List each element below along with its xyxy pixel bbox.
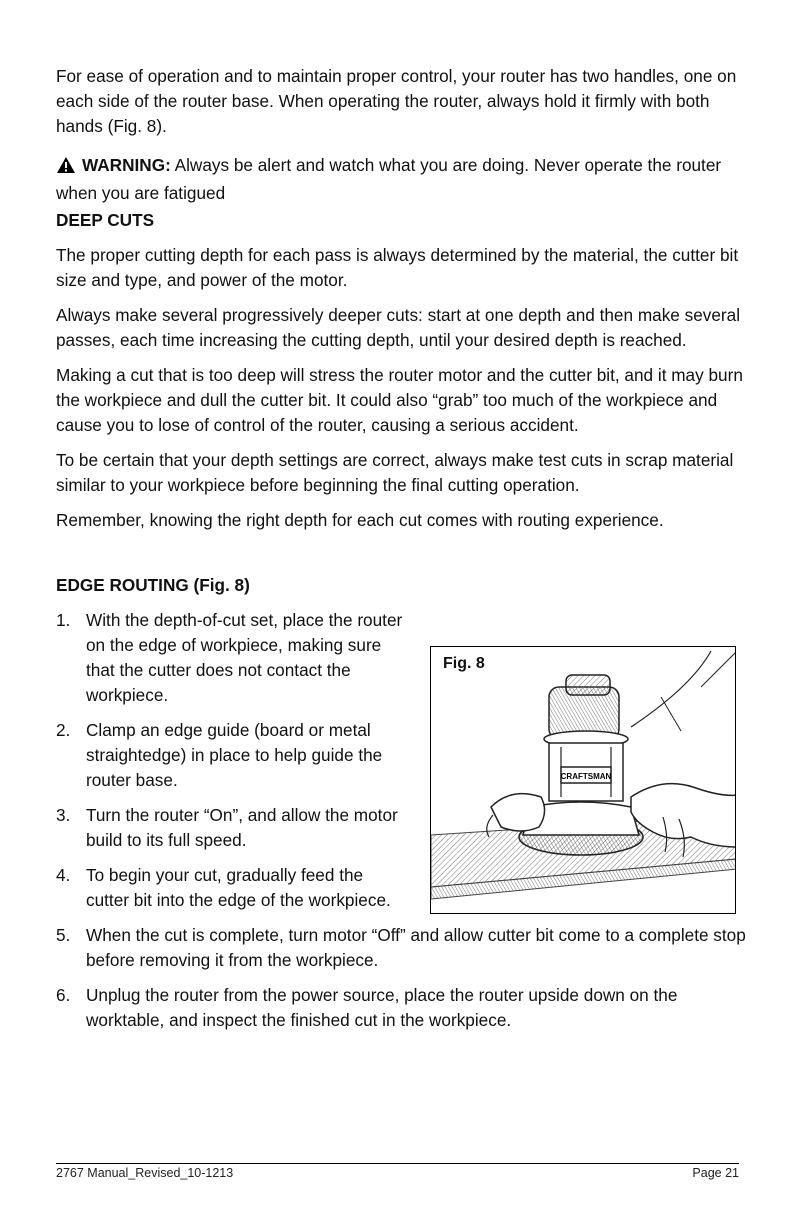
warning-triangle-icon — [56, 156, 76, 181]
step-text: When the cut is complete, turn motor “Off” and allow cutter bit come to a complete stop before removing it from the workpiece. — [86, 925, 746, 970]
page-footer — [56, 1163, 739, 1180]
deep-cuts-heading: DEEP CUTS — [56, 210, 155, 230]
step-item — [56, 923, 746, 973]
step-item — [56, 983, 746, 1033]
deep-cuts-paragraph: The proper cutting depth for each pass is always determined by the material, the cutter bit size and type, and power of the motor. — [56, 245, 739, 290]
deep-cuts-paragraph: Remember, knowing the right depth for each cut comes with routing experience. — [56, 510, 664, 530]
step-number: 2. — [56, 720, 71, 740]
warning-label: WARNING: — [82, 155, 171, 175]
step-number: 6. — [56, 985, 71, 1005]
step-number: 5. — [56, 925, 71, 945]
router-brand-label: CRAFTSMAN — [560, 772, 612, 781]
warning-text: Always be alert and watch what you are doing. Never operate the router when you are fatigued — [56, 155, 722, 203]
step-text: To begin your cut, gradually feed the cutter bit into the edge of the workpiece. — [86, 865, 391, 910]
step-text: With the depth-of-cut set, place the router on the edge of workpiece, making sure that the cutter does not contact the workpiece. — [86, 610, 403, 705]
edge-routing-heading: EDGE ROUTING (Fig. 8) — [56, 575, 250, 595]
router-drawing — [431, 647, 736, 914]
figure-label: Fig. 8 — [443, 655, 485, 672]
step-number: 1. — [56, 610, 71, 630]
deep-cuts-paragraph: Always make several progressively deeper cuts: start at one depth and then make several passes, each time increasing the cutting depth, until your desired depth is reached. — [56, 305, 741, 350]
intro-paragraph: For ease of operation and to maintain proper control, your router has two handles, one on each side of the router base. When operating the router, always hold it firmly with both hands (Fig. 8). — [56, 66, 737, 136]
step-number: 3. — [56, 805, 71, 825]
figure-8-router-illustration — [430, 646, 736, 914]
step-text: Clamp an edge guide (board or metal straightedge) in place to help guide the router base. — [86, 720, 383, 790]
warning-notice — [56, 153, 746, 206]
step-text: Turn the router “On”, and allow the motor build to its full speed. — [86, 805, 398, 850]
deep-cuts-paragraph: Making a cut that is too deep will stress the router motor and the cutter bit, and it may burn the workpiece and dull the cutter bit. It could also “grab” too much of the workpiece and cause you to lose of control of the router, causing a serious accident. — [56, 365, 743, 435]
footer-page-number: Page 21 — [692, 1166, 739, 1180]
footer-doc-id: 2767 Manual_Revised_10-1213 — [56, 1166, 234, 1180]
deep-cuts-paragraph: To be certain that your depth settings are correct, always make test cuts in scrap material similar to your workpiece before beginning the final cutting operation. — [56, 450, 734, 495]
step-number: 4. — [56, 865, 71, 885]
step-text: Unplug the router from the power source, place the router upside down on the worktable, and inspect the finished cut in the workpiece. — [86, 985, 678, 1030]
manual-page — [56, 64, 746, 1043]
